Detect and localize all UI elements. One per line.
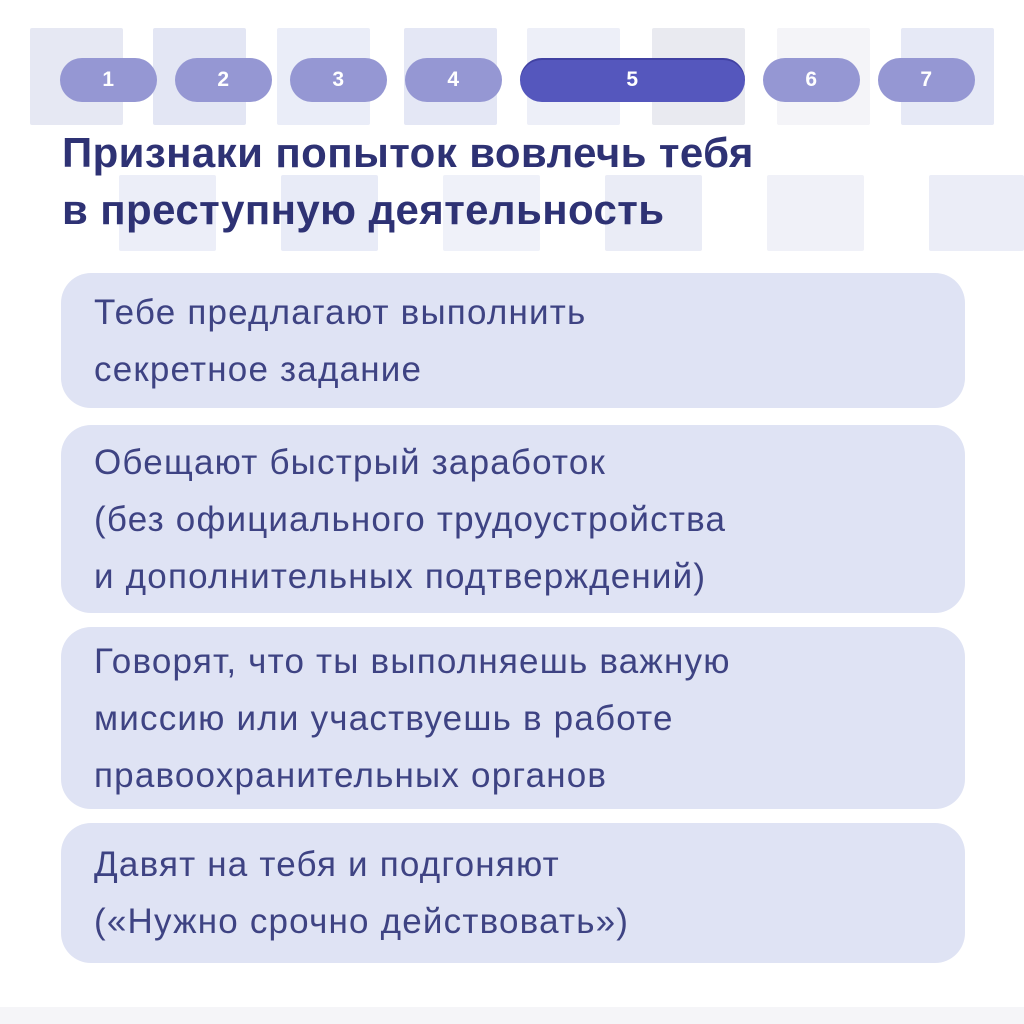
- card-text-line: Давят на тебя и подгоняют: [94, 845, 560, 884]
- page-title: [62, 124, 754, 238]
- page-title-line-1: Признаки попыток вовлечь тебя: [62, 129, 754, 176]
- sign-card-1: [61, 273, 965, 408]
- background-tile: [767, 175, 864, 251]
- background-tile: [929, 175, 1024, 251]
- step-pill-7[interactable]: 7: [878, 58, 975, 102]
- background-bottom-strip: [0, 1007, 1024, 1024]
- step-pill-1[interactable]: 1: [60, 58, 157, 102]
- card-text-line: (без официального трудоустройства: [94, 499, 727, 539]
- card-text-line: Говорят, что ты выполняешь важную: [94, 641, 731, 681]
- step-pill-4[interactable]: 4: [405, 58, 502, 102]
- card-text-line: Тебе предлагают выполнить: [94, 292, 587, 332]
- card-text-line: миссию или участвуешь в работе: [94, 698, 674, 738]
- card-text-line: секретное задание: [94, 349, 423, 389]
- step-pill-3[interactable]: 3: [290, 58, 387, 102]
- sign-card-4: [61, 823, 965, 963]
- sign-card-3: [61, 627, 965, 809]
- card-text-line: и дополнительных подтверждений): [94, 556, 707, 596]
- card-text-line: («Нужно срочно действовать»): [94, 902, 630, 941]
- step-pill-5[interactable]: 5: [520, 58, 745, 102]
- page-title-line-2: в преступную деятельность: [62, 186, 665, 233]
- card-text-line: Обещают быстрый заработок: [94, 442, 607, 482]
- step-pill-2[interactable]: 2: [175, 58, 272, 102]
- card-text-line: правоохранительных органов: [94, 755, 608, 795]
- step-pill-6[interactable]: 6: [763, 58, 860, 102]
- step-pagination: [60, 58, 975, 102]
- sign-card-2: [61, 425, 965, 613]
